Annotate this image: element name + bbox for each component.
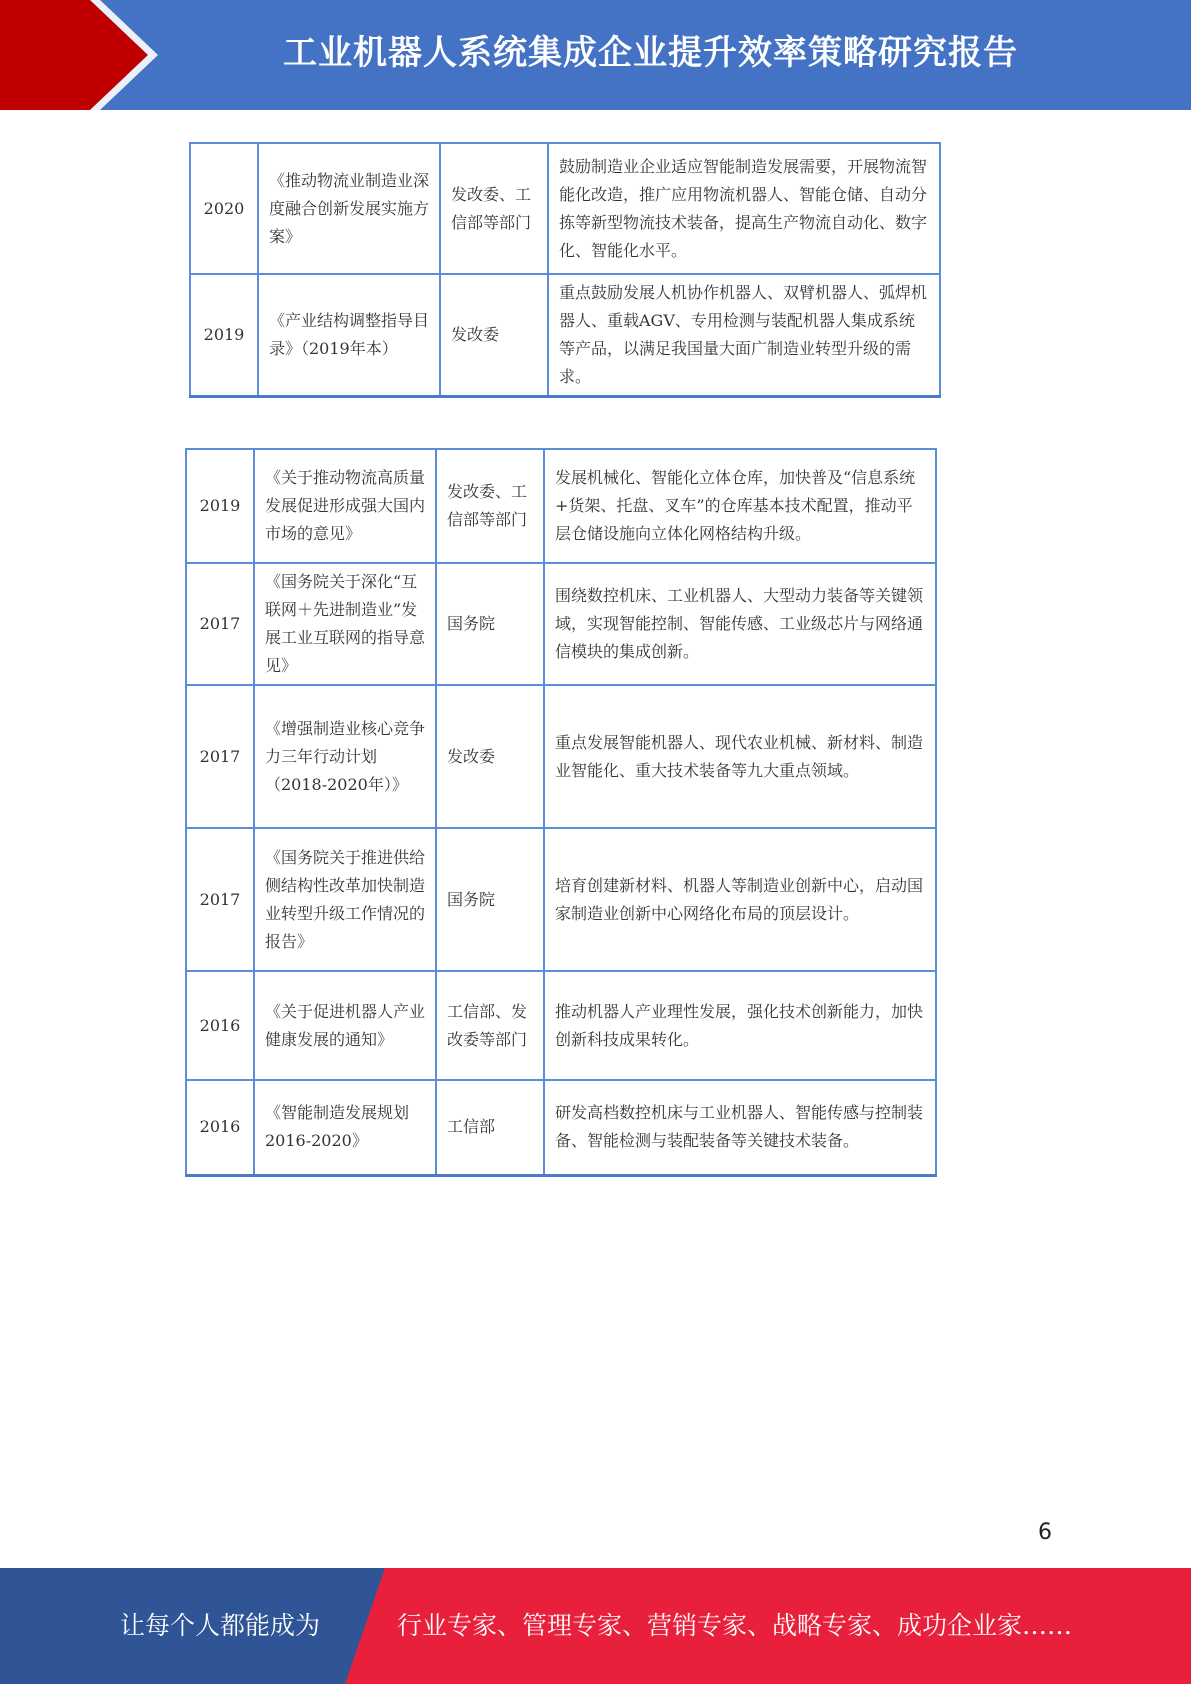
table-row [190, 274, 940, 397]
content-cell: 发展机械化、智能化立体仓库，加快普及“信息系统+货架、托盘、叉车”的仓库基本技术配置，推动平层仓储设施向立体化网格结构升级。 [544, 449, 936, 563]
table-row [186, 449, 936, 563]
policy-table-1 [189, 142, 941, 398]
policy-name-cell: 《国务院关于深化“互联网＋先进制造业”发展工业互联网的指导意见》 [254, 563, 436, 685]
page-header [0, 0, 1191, 110]
year-cell: 2016 [186, 971, 254, 1080]
footer-slogan-left: 让每个人都能成为 [120, 1611, 321, 1640]
department-cell: 工信部 [436, 1080, 544, 1175]
year-cell: 2019 [186, 449, 254, 563]
footer-slogan-right: 行业专家、管理专家、营销专家、战略专家、成功企业家…… [397, 1611, 1073, 1640]
policy-table-2 [185, 448, 937, 1177]
policy-name-cell: 《国务院关于推进供给侧结构性改革加快制造业转型升级工作情况的报告》 [254, 828, 436, 971]
policy-name-cell: 《智能制造发展规划2016-2020》 [254, 1080, 436, 1175]
content-cell: 围绕数控机床、工业机器人、大型动力装备等关键领域，实现智能控制、智能传感、工业级芯片与网络通信模块的集成创新。 [544, 563, 936, 685]
policy-name-cell: 《推动物流业制造业深度融合创新发展实施方案》 [258, 143, 440, 274]
content-cell: 研发高档数控机床与工业机器人、智能传感与控制装备、智能检测与装配装备等关键技术装备。 [544, 1080, 936, 1175]
table-row [186, 1080, 936, 1175]
content-cell: 重点发展智能机器人、现代农业机械、新材料、制造业智能化、重大技术装备等九大重点领域。 [544, 685, 936, 828]
content-cell: 推动机器人产业理性发展，强化技术创新能力，加快创新科技成果转化。 [544, 971, 936, 1080]
year-cell: 2019 [190, 274, 258, 397]
table-row [186, 971, 936, 1080]
report-title: 工业机器人系统集成企业提升效率策略研究报告 [283, 33, 1018, 73]
header-red-arrow-icon [0, 0, 160, 110]
year-cell: 2017 [186, 563, 254, 685]
year-cell: 2017 [186, 828, 254, 971]
policy-name-cell: 《增强制造业核心竞争力三年行动计划（2018-2020年）》 [254, 685, 436, 828]
table-row [190, 143, 940, 274]
page-footer [0, 1568, 1191, 1684]
policy-name-cell: 《关于促进机器人产业健康发展的通知》 [254, 971, 436, 1080]
department-cell: 国务院 [436, 563, 544, 685]
department-cell: 工信部、发改委等部门 [436, 971, 544, 1080]
content-cell: 鼓励制造业企业适应智能制造发展需要，开展物流智能化改造，推广应用物流机器人、智能仓储、自动分拣等新型物流技术装备，提高生产物流自动化、数字化、智能化水平。 [548, 143, 940, 274]
policy-name-cell: 《产业结构调整指导目录》（2019年本） [258, 274, 440, 397]
department-cell: 国务院 [436, 828, 544, 971]
table-row [186, 685, 936, 828]
year-cell: 2017 [186, 685, 254, 828]
department-cell: 发改委、工信部等部门 [440, 143, 548, 274]
department-cell: 发改委 [436, 685, 544, 828]
year-cell: 2020 [190, 143, 258, 274]
policy-name-cell: 《关于推动物流高质量发展促进形成强大国内市场的意见》 [254, 449, 436, 563]
table-row [186, 828, 936, 971]
content-cell: 培育创建新材料、机器人等制造业创新中心，启动国家制造业创新中心网络化布局的顶层设计。 [544, 828, 936, 971]
page-number: 6 [1038, 1520, 1052, 1545]
department-cell: 发改委、工信部等部门 [436, 449, 544, 563]
department-cell: 发改委 [440, 274, 548, 397]
year-cell: 2016 [186, 1080, 254, 1175]
table-row [186, 563, 936, 685]
content-cell: 重点鼓励发展人机协作机器人、双臂机器人、弧焊机器人、重载AGV、专用检测与装配机器人集成系统等产品，以满足我国量大面广制造业转型升级的需求。 [548, 274, 940, 397]
